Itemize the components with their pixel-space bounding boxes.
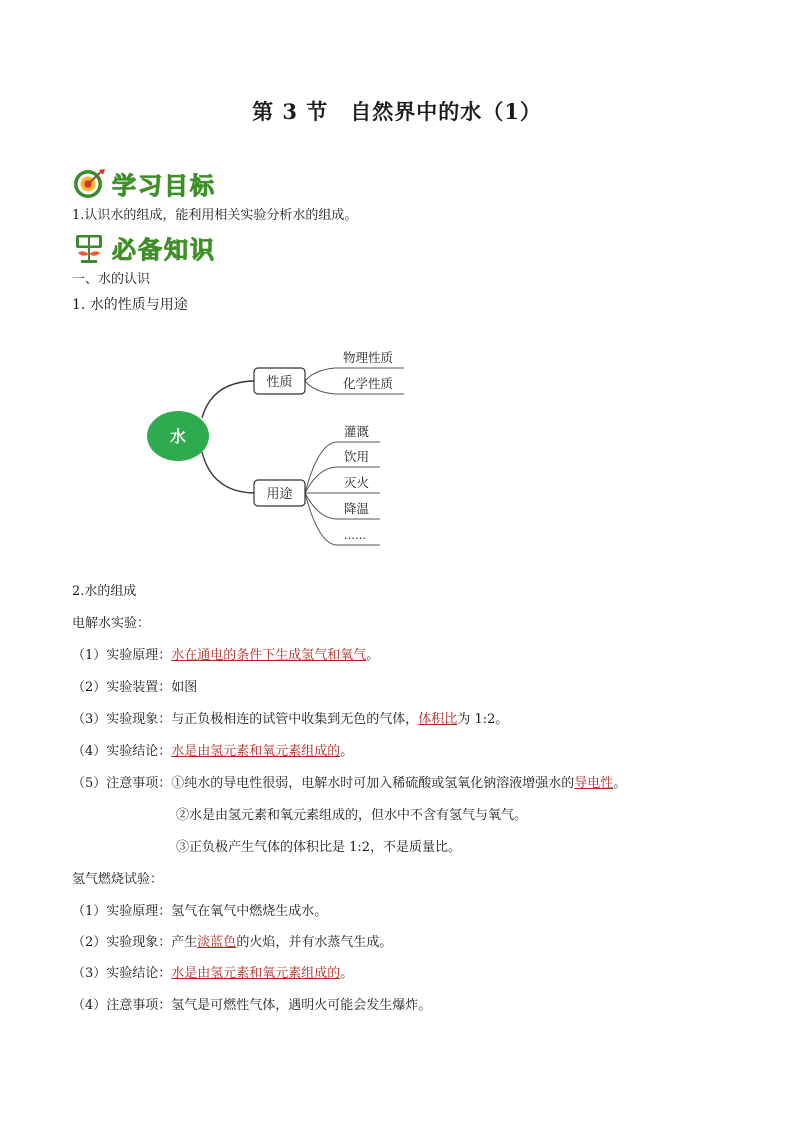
mindmap-leaf: 饮用 [344, 449, 370, 464]
electrolysis-heading: 电解水实验： [72, 616, 151, 631]
mindmap-leaf: 灌溉 [344, 424, 370, 439]
mindmap-branch-label: 性质 [266, 375, 293, 390]
electrolysis-note-2: ②水是由氢元素和氧元素组成的，但水中不含有氢气与氧气。 [176, 808, 528, 823]
composition-heading: 2.水的组成 [72, 584, 137, 599]
combustion-heading: 氢气燃烧试验： [72, 872, 164, 887]
electrolysis-principle: （1）实验原理：水在通电的条件下生成氢气和氧气。 [72, 648, 380, 663]
mindmap-leaf: 化学性质 [343, 376, 394, 391]
combustion-notes: （4）注意事项：氢气是可燃性气体，遇明火可能会发生爆炸。 [72, 998, 432, 1013]
highlight-text: 淡蓝色 [197, 935, 237, 950]
highlight-text: 水在通电的条件下生成氢气和氧气 [171, 648, 367, 663]
electrolysis-note-3: ③正负极产生气体的体积比是 1:2，不是质量比。 [176, 840, 462, 855]
highlight-text: 水是由氢元素和氧元素组成的 [171, 966, 341, 981]
highlight-text: 体积比 [418, 712, 458, 727]
section-heading: 一、水的认识 [72, 272, 151, 287]
mindmap-branch-label: 用途 [266, 487, 293, 502]
mindmap-leaf: 灭火 [344, 475, 370, 490]
knowledge-banner-text: 必备知识 [112, 236, 216, 264]
highlight-text: 导电性 [574, 776, 614, 791]
electrolysis-device: （2）实验装置：如图 [72, 680, 198, 695]
highlight-text: 水是由氢元素和氧元素组成的 [171, 744, 341, 759]
mindmap-leaf: …… [344, 529, 366, 542]
mindmap-leaf: 物理性质 [343, 350, 394, 365]
subsection-heading: 1. 水的性质与用途 [72, 297, 188, 313]
page-title: 第 3 节 自然界中的水（1） [252, 99, 542, 124]
mindmap-leaf: 降温 [344, 501, 370, 516]
goal-item: 1.认识水的组成，能利用相关实验分析水的组成。 [72, 208, 358, 223]
electrolysis-phenomenon: （3）实验现象：与正负极相连的试管中收集到无色的气体，体积比为 1:2。 [72, 712, 509, 727]
goals-banner-text: 学习目标 [112, 172, 216, 200]
mindmap-center-label: 水 [169, 427, 187, 446]
combustion-conclusion: （3）实验结论：水是由氢元素和氧元素组成的。 [72, 966, 354, 981]
electrolysis-conclusion: （4）实验结论：水是由氢元素和氧元素组成的。 [72, 744, 354, 759]
electrolysis-note-1: （5）注意事项：①纯水的导电性很弱，电解水时可加入稀硫酸或氢氧化钠溶液增强水的导电性。 [72, 776, 627, 791]
combustion-principle: （1）实验原理：氢气在氧气中燃烧生成水。 [72, 904, 328, 919]
combustion-phenomenon: （2）实验现象：产生淡蓝色的火焰，并有水蒸气生成。 [72, 935, 393, 950]
